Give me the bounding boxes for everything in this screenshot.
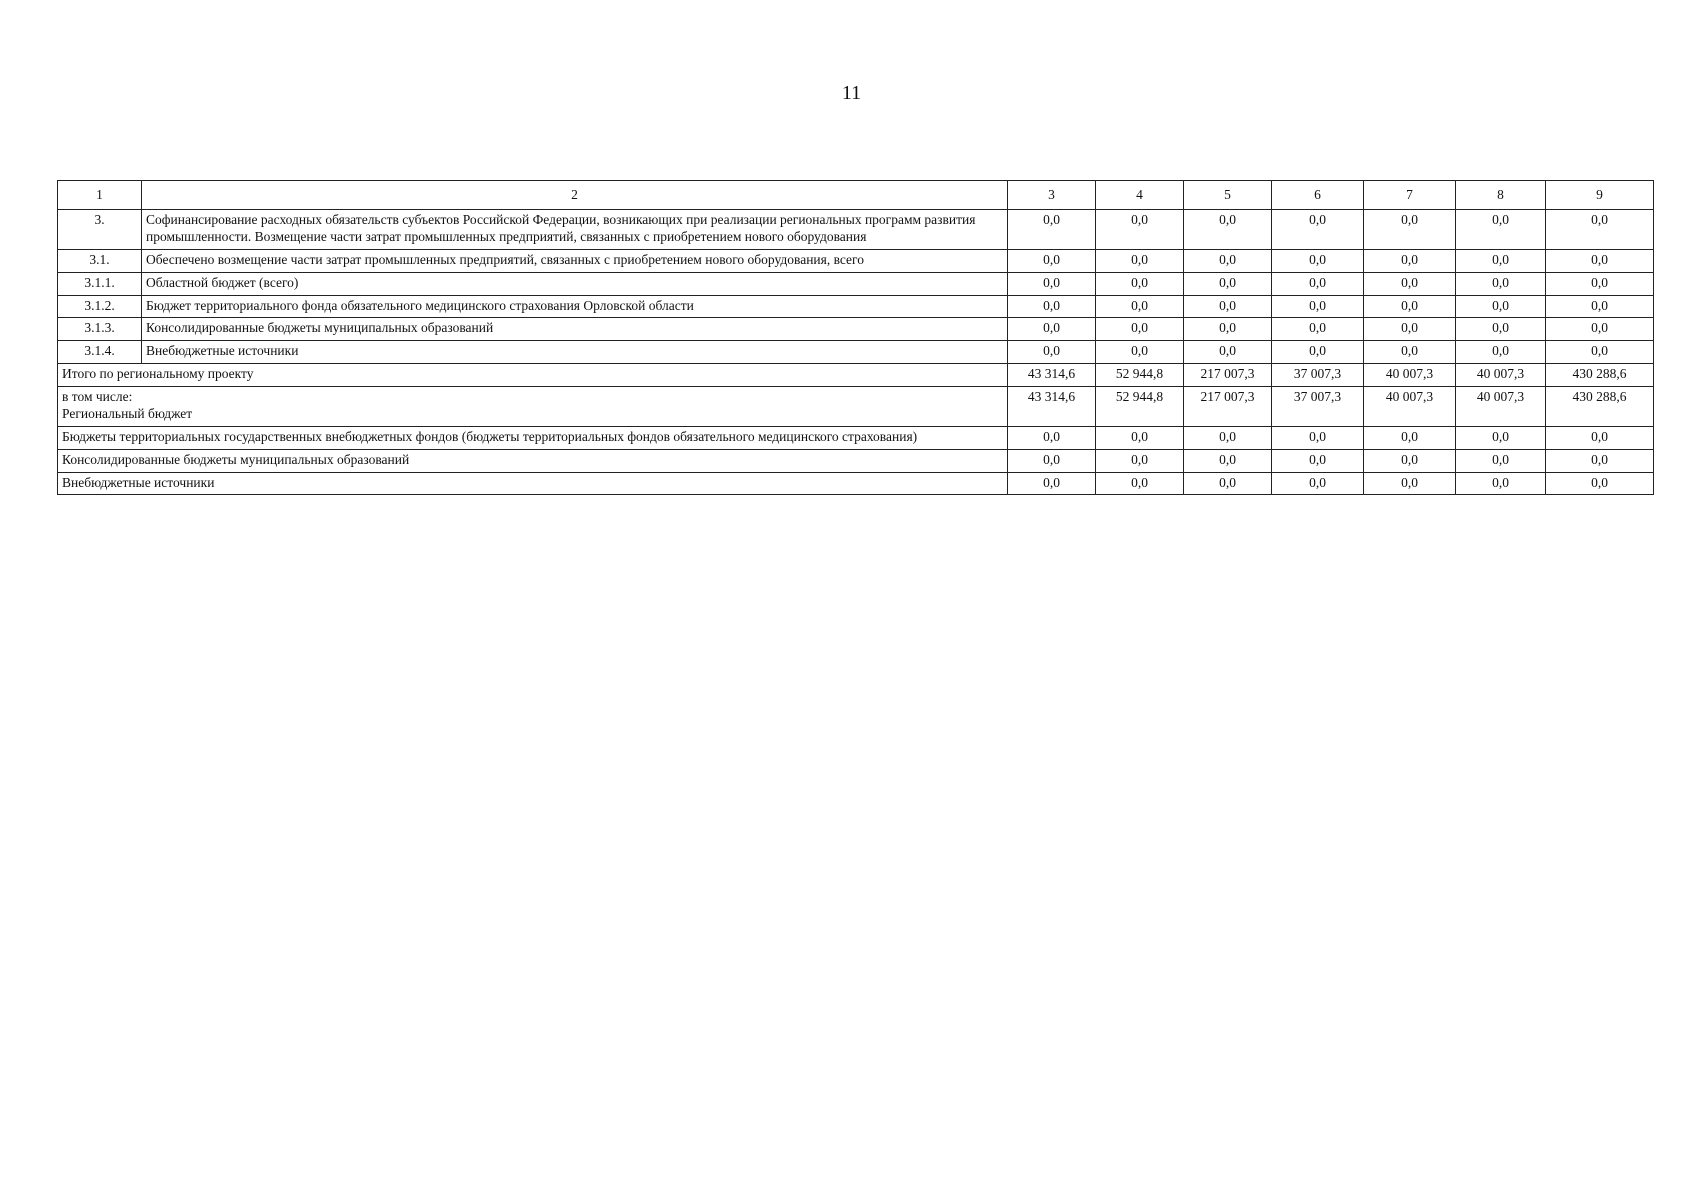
budget-table [57, 180, 1654, 495]
value-cell: 217 007,3 [1184, 387, 1272, 427]
value-cell: 0,0 [1008, 341, 1096, 364]
value-cell: 0,0 [1272, 318, 1364, 341]
value-cell: 43 314,6 [1008, 387, 1096, 427]
value-cell: 0,0 [1096, 449, 1184, 472]
header-cell: 6 [1272, 181, 1364, 210]
value-cell: 0,0 [1272, 472, 1364, 495]
summary-label: Внебюджетные источники [58, 472, 1008, 495]
value-cell: 43 314,6 [1008, 364, 1096, 387]
value-cell: 0,0 [1008, 210, 1096, 250]
table-row [58, 210, 1654, 250]
header-cell: 3 [1008, 181, 1096, 210]
value-cell: 52 944,8 [1096, 364, 1184, 387]
value-cell: 0,0 [1096, 426, 1184, 449]
value-cell: 430 288,6 [1546, 364, 1654, 387]
value-cell: 0,0 [1456, 210, 1546, 250]
value-cell: 0,0 [1008, 249, 1096, 272]
value-cell: 0,0 [1456, 249, 1546, 272]
value-cell: 0,0 [1272, 449, 1364, 472]
value-cell: 0,0 [1272, 295, 1364, 318]
header-row [58, 181, 1654, 210]
value-cell: 0,0 [1364, 449, 1456, 472]
summary-row [58, 426, 1654, 449]
header-cell: 9 [1546, 181, 1654, 210]
header-cell: 8 [1456, 181, 1546, 210]
value-cell: 0,0 [1184, 210, 1272, 250]
value-cell: 0,0 [1184, 272, 1272, 295]
value-cell: 217 007,3 [1184, 364, 1272, 387]
value-cell: 0,0 [1272, 210, 1364, 250]
summary-row [58, 364, 1654, 387]
summary-row [58, 472, 1654, 495]
value-cell: 0,0 [1008, 426, 1096, 449]
summary-label: в том числе: [62, 389, 133, 404]
value-cell: 430 288,6 [1546, 387, 1654, 427]
value-cell: 0,0 [1456, 449, 1546, 472]
value-cell: 0,0 [1456, 341, 1546, 364]
value-cell: 0,0 [1546, 449, 1654, 472]
summary-sublabel: Региональный бюджет [62, 405, 193, 421]
row-number: 3.1.4. [58, 341, 142, 364]
value-cell: 0,0 [1096, 341, 1184, 364]
summary-label: Консолидированные бюджеты муниципальных образований [58, 449, 1008, 472]
value-cell: 0,0 [1096, 295, 1184, 318]
row-name: Софинансирование расходных обязательств субъектов Российской Федерации, возникающих при реализации региональных программ развития промышленности. Возмещение части затрат промышленных предприятий, связанных с приобретением нового оборудования [142, 210, 1008, 250]
value-cell: 0,0 [1184, 472, 1272, 495]
row-name: Консолидированные бюджеты муниципальных образований [142, 318, 1008, 341]
value-cell: 0,0 [1096, 249, 1184, 272]
summary-label: Бюджеты территориальных государственных внебюджетных фондов (бюджеты территориальных фондов обязательного медицинского страхования) [58, 426, 1008, 449]
row-number: 3.1. [58, 249, 142, 272]
table-row [58, 341, 1654, 364]
value-cell: 0,0 [1364, 341, 1456, 364]
value-cell: 0,0 [1096, 472, 1184, 495]
value-cell: 0,0 [1272, 426, 1364, 449]
value-cell: 0,0 [1546, 426, 1654, 449]
value-cell: 0,0 [1008, 449, 1096, 472]
table-row [58, 249, 1654, 272]
page-number: 11 [841, 82, 862, 104]
row-name: Бюджет территориального фонда обязательного медицинского страхования Орловской области [142, 295, 1008, 318]
value-cell: 0,0 [1272, 249, 1364, 272]
table-row [58, 295, 1654, 318]
value-cell: 0,0 [1184, 295, 1272, 318]
value-cell: 37 007,3 [1272, 387, 1364, 427]
header-cell: 1 [58, 181, 142, 210]
value-cell: 0,0 [1008, 318, 1096, 341]
header-cell: 7 [1364, 181, 1456, 210]
value-cell: 0,0 [1184, 341, 1272, 364]
value-cell: 0,0 [1184, 249, 1272, 272]
value-cell: 0,0 [1364, 472, 1456, 495]
value-cell: 0,0 [1546, 295, 1654, 318]
header-cell: 2 [142, 181, 1008, 210]
table-row [58, 318, 1654, 341]
value-cell: 0,0 [1364, 426, 1456, 449]
value-cell: 0,0 [1272, 341, 1364, 364]
value-cell: 0,0 [1184, 449, 1272, 472]
value-cell: 0,0 [1456, 272, 1546, 295]
value-cell: 0,0 [1546, 210, 1654, 250]
value-cell: 0,0 [1456, 426, 1546, 449]
value-cell: 37 007,3 [1272, 364, 1364, 387]
value-cell: 0,0 [1184, 318, 1272, 341]
summary-label-cell [58, 387, 1008, 427]
value-cell: 0,0 [1546, 341, 1654, 364]
summary-row [58, 449, 1654, 472]
value-cell: 40 007,3 [1364, 387, 1456, 427]
value-cell: 0,0 [1364, 295, 1456, 318]
value-cell: 0,0 [1008, 295, 1096, 318]
table-row [58, 272, 1654, 295]
row-number: 3. [58, 210, 142, 250]
value-cell: 0,0 [1546, 472, 1654, 495]
row-name: Областной бюджет (всего) [142, 272, 1008, 295]
value-cell: 0,0 [1546, 318, 1654, 341]
summary-label: Итого по региональному проекту [58, 364, 1008, 387]
value-cell: 0,0 [1184, 426, 1272, 449]
value-cell: 0,0 [1096, 272, 1184, 295]
row-number: 3.1.2. [58, 295, 142, 318]
header-cell: 4 [1096, 181, 1184, 210]
value-cell: 0,0 [1096, 318, 1184, 341]
value-cell: 40 007,3 [1364, 364, 1456, 387]
row-number: 3.1.3. [58, 318, 142, 341]
value-cell: 0,0 [1546, 249, 1654, 272]
row-number: 3.1.1. [58, 272, 142, 295]
value-cell: 0,0 [1364, 249, 1456, 272]
value-cell: 0,0 [1096, 210, 1184, 250]
value-cell: 0,0 [1008, 272, 1096, 295]
value-cell: 0,0 [1456, 318, 1546, 341]
value-cell: 0,0 [1364, 210, 1456, 250]
row-name: Обеспечено возмещение части затрат промышленных предприятий, связанных с приобретением нового оборудования, всего [142, 249, 1008, 272]
summary-row [58, 387, 1654, 427]
value-cell: 0,0 [1272, 272, 1364, 295]
value-cell: 40 007,3 [1456, 364, 1546, 387]
value-cell: 0,0 [1546, 272, 1654, 295]
value-cell: 52 944,8 [1096, 387, 1184, 427]
value-cell: 40 007,3 [1456, 387, 1546, 427]
value-cell: 0,0 [1456, 472, 1546, 495]
row-name: Внебюджетные источники [142, 341, 1008, 364]
value-cell: 0,0 [1364, 272, 1456, 295]
value-cell: 0,0 [1364, 318, 1456, 341]
value-cell: 0,0 [1008, 472, 1096, 495]
value-cell: 0,0 [1456, 295, 1546, 318]
header-cell: 5 [1184, 181, 1272, 210]
